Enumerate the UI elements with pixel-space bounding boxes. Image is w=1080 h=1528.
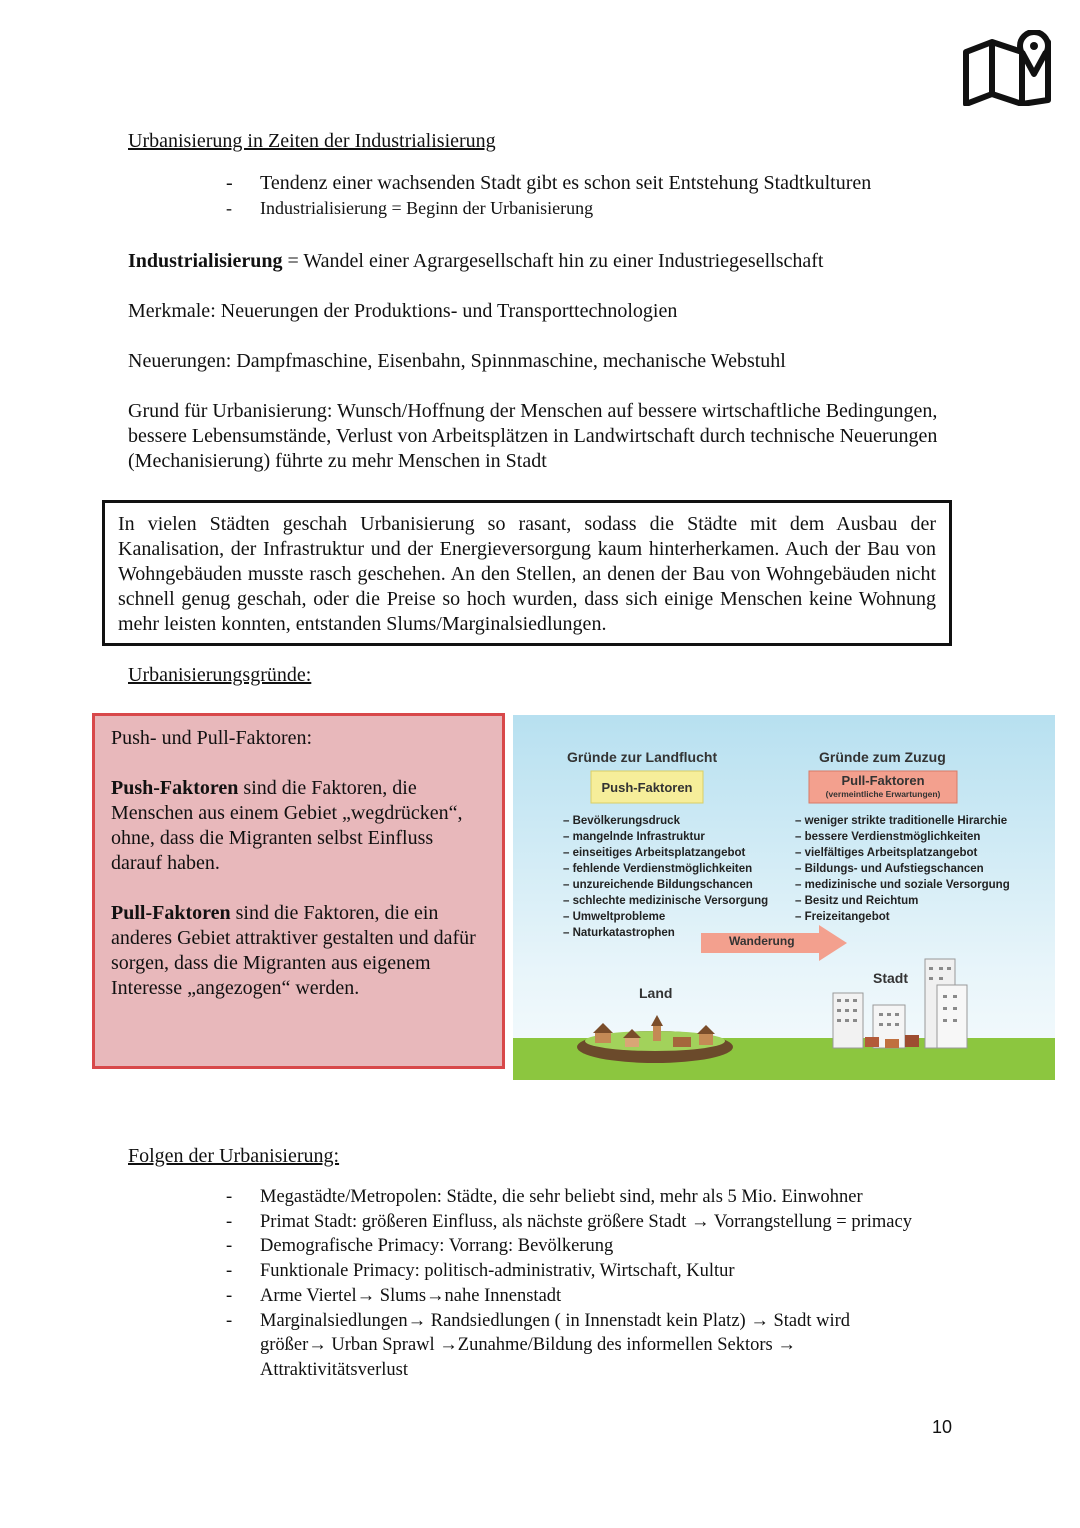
push-definition: [111, 776, 486, 876]
list-item: - Industrialisierung = Beginn der Urbanisierung: [226, 196, 956, 221]
intro-bullet-list: [226, 171, 956, 220]
push-label: Push-Faktoren: [601, 780, 693, 795]
list-item: - Marginalsiedlungen→ Randsiedlungen ( in Innenstadt kein Platz) → Stadt wird größer→ Urban Sprawl →Zunahme/Bildung des informellen Sektors → Attraktivitätsverlust: [226, 1309, 916, 1383]
list-item: – bessere Verdienstmöglichkeiten: [795, 831, 981, 843]
definition-term: Industrialisierung: [128, 250, 283, 272]
push-factor-list: [563, 813, 768, 941]
list-item: – Naturkatastrophen: [563, 927, 675, 939]
land-label: Land: [639, 985, 673, 1001]
grund-text: Grund für Urbanisierung: Wunsch/Hoffnung der Menschen auf bessere wirtschaftliche Bedingungen, bessere Lebensumstände, Verlust von Arbeitsplätzen in Landwirtschaft durch technische Neuerungen (Mechanisierung) führte zu mehr Menschen in Stadt: [128, 400, 938, 472]
definition-text: = Wandel einer Agrargesellschaft hin zu einer Industriegesellschaft: [282, 250, 824, 272]
list-item: – fehlende Verdienstmöglichkeiten: [563, 863, 753, 875]
push-text: sind die Faktoren, die Menschen aus einem Gebiet „wegdrücken“, ohne, dass die Migranten selbst Einfluss darauf haben.: [111, 777, 463, 874]
list-item: – Besitz und Reichtum: [795, 895, 919, 907]
list-item: – Bevölkerungsdruck: [563, 815, 680, 827]
folgen-bullet-list: [226, 1185, 916, 1383]
definition-industrialisierung: [128, 249, 823, 274]
list-item: – Freizeitangebot: [795, 911, 890, 923]
pull-term: Pull-Faktoren: [111, 902, 231, 924]
push-pull-diagram: [513, 715, 1055, 1080]
list-item: – mangelnde Infrastruktur: [563, 831, 705, 843]
list-item: - Demografische Primacy: Vorrang: Bevölkerung: [226, 1234, 916, 1259]
right-diagram-title: Gründe zum Zuzug: [819, 749, 946, 765]
section-heading-industrialisierung: Urbanisierung in Zeiten der Industrialisierung: [128, 130, 496, 152]
pull-text: sind die Faktoren, die ein anderes Gebiet attraktiver gestalten und dafür sorgen, dass die Migranten aus eigenem Interesse „angezogen“ werden.: [111, 902, 476, 999]
list-item: - Primat Stadt: größeren Einfluss, als nächste größere Stadt → Vorrangstellung = primacy: [226, 1210, 916, 1235]
info-box-slums: In vielen Städten geschah Urbanisierung so rasant, sodass die Städte mit dem Ausbau der Kanalisation, der Infrastruktur und der Energieversorgung kaum hinterherkamen. Auch der Bau von Wohngebäuden musste rasch geschehen. An den Stellen, an denen der Bau von Wohngebäuden nicht schnell genug geschah, oder die Preise so hoch wurden, dass sich einige Menschen keine Wohnung mehr leisten konnten, entstanden Slums/Marginalsiedlungen.: [102, 500, 952, 646]
list-item: - Arme Viertel→ Slums→nahe Innenstadt: [226, 1284, 916, 1309]
map-location-icon: [962, 30, 1056, 106]
list-item: - Tendenz einer wachsenden Stadt gibt es schon seit Entstehung Stadtkulturen: [226, 171, 956, 196]
list-item: – einseitiges Arbeitsplatzangebot: [563, 847, 746, 859]
list-item: - Megastädte/Metropolen: Städte, die sehr beliebt sind, mehr als 5 Mio. Einwohner: [226, 1185, 916, 1210]
wanderung-label: Wanderung: [729, 934, 795, 948]
pull-label: Pull-Faktoren: [841, 773, 925, 788]
push-term: Push-Faktoren: [111, 777, 239, 799]
stadt-label: Stadt: [873, 970, 908, 986]
merkmale-text: Merkmale: Neuerungen der Produktions- und Transporttechnologien: [128, 300, 678, 322]
list-item: - Funktionale Primacy: politisch-administrativ, Wirtschaft, Kultur: [226, 1259, 916, 1284]
left-diagram-title: Gründe zur Landflucht: [567, 749, 718, 765]
list-item: – unzureichende Bildungschancen: [563, 879, 753, 891]
section-heading-gruende: Urbanisierungsgründe:: [128, 664, 312, 686]
push-pull-definition-box: [92, 713, 505, 1069]
list-item: – Umweltprobleme: [563, 911, 666, 923]
list-item: – medizinische und soziale Versorgung: [795, 879, 1010, 891]
pull-definition: [111, 901, 486, 1001]
neuerungen-text: Neuerungen: Dampfmaschine, Eisenbahn, Spinnmaschine, mechanische Webstuhl: [128, 350, 786, 372]
list-item: – schlechte medizinische Versorgung: [563, 895, 769, 907]
list-item: – weniger strikte traditionelle Hirarchie: [795, 815, 1008, 827]
list-item: – vielfältiges Arbeitsplatzangebot: [795, 847, 978, 859]
section-heading-folgen: Folgen der Urbanisierung:: [128, 1145, 340, 1167]
pull-factor-list: [795, 813, 1010, 925]
page-number: 10: [932, 1417, 953, 1437]
pull-sublabel: (vermeintliche Erwartungen): [825, 789, 941, 799]
list-item: – Bildungs- und Aufstiegschancen: [795, 863, 984, 875]
push-pull-title: Push- und Pull-Faktoren:: [111, 727, 313, 749]
